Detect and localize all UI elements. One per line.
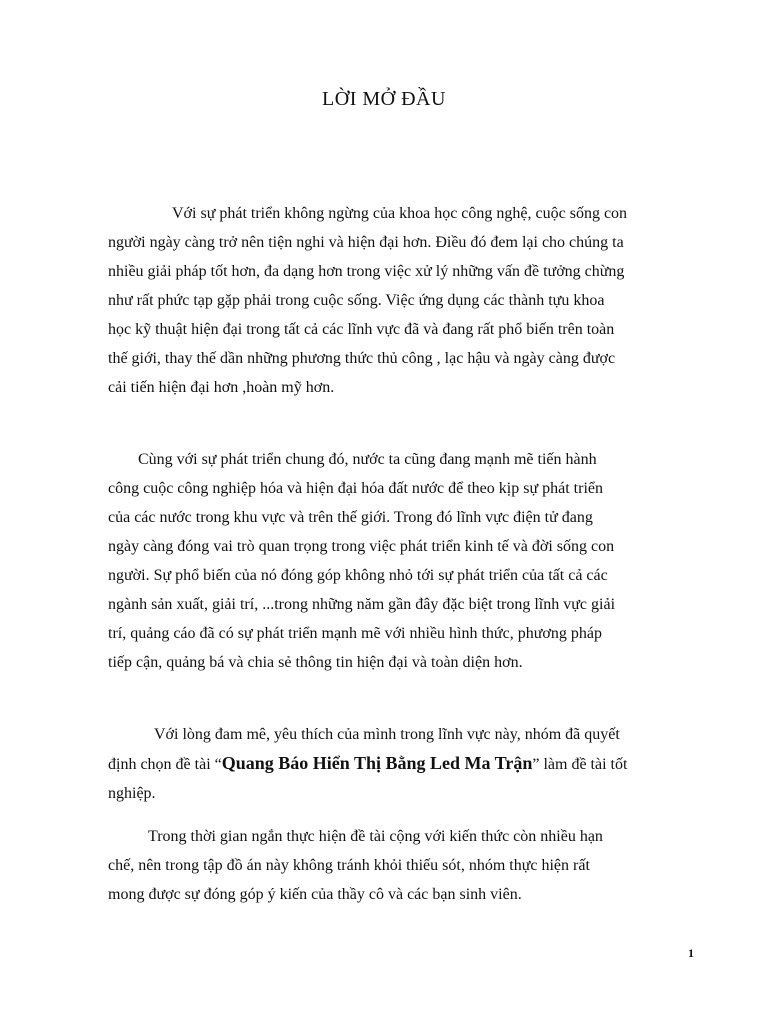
paragraph-line: chế, nên trong tập đồ án này không tránh khỏi thiếu sót, nhóm thực hiện rất (108, 857, 590, 874)
thesis-topic: Quang Báo Hiển Thị Bằng Led Ma Trận (221, 753, 533, 773)
paragraph-line: người ngày càng trở nên tiện nghi và hiện đại hơn. Điều đó đem lại cho chúng ta (108, 234, 624, 251)
paragraph-line (108, 749, 698, 779)
paragraph-line: thế giới, thay thế dần những phương thức thủ công , lạc hậu và ngày càng được (108, 350, 616, 367)
paragraph-line: ngành sản xuất, giải trí, ...trong những năm gần đây đặc biệt trong lĩnh vực giải (108, 596, 616, 613)
topic-lead-text: định chọn đề tài “ (108, 756, 222, 773)
paragraph-line: nghiệp. (108, 785, 156, 802)
page-number: 1 (688, 946, 694, 960)
paragraph-development (108, 445, 698, 677)
paragraph-line: của các nước trong khu vực và trên thế giới. Trong đó lĩnh vực điện tử đang (108, 509, 593, 526)
paragraph-line: học kỹ thuật hiện đại trong tất cả các lĩnh vực đã và đang rất phổ biến trên toàn (108, 321, 615, 338)
page-title: LỜI MỞ ĐẦU (322, 88, 446, 110)
paragraph-intro (108, 199, 698, 402)
topic-trail-text: ” làm đề tài tốt (532, 756, 628, 773)
paragraph-line: mong được sự đóng góp ý kiến của thầy cô và các bạn sinh viên. (108, 886, 522, 903)
paragraph-closing (108, 822, 698, 909)
paragraph-line: Với lòng đam mê, yêu thích của mình trong lĩnh vực này, nhóm đã quyết (154, 726, 620, 743)
paragraph-line: tiếp cận, quảng bá và chia sẻ thông tin hiện đại và toàn diện hơn. (108, 654, 523, 671)
paragraph-topic (108, 720, 698, 808)
paragraph-line: người. Sự phổ biến của nó đóng góp không nhỏ tới sự phát triển của tất cả các (108, 567, 608, 584)
paragraph-line: công cuộc công nghiệp hóa và hiện đại hóa đất nước để theo kịp sự phát triển (108, 480, 603, 497)
paragraph-line: như rất phức tạp gặp phải trong cuộc sống. Việc ứng dụng các thành tựu khoa (108, 292, 605, 309)
paragraph-line: Trong thời gian ngắn thực hiện đề tài cộng với kiến thức còn nhiều hạn (148, 828, 603, 845)
paragraph-line: Với sự phát triển không ngừng của khoa học công nghệ, cuộc sống con (172, 205, 628, 222)
paragraph-line: trí, quảng cáo đã có sự phát triển mạnh mẽ với nhiều hình thức, phương pháp (108, 625, 602, 642)
paragraph-line: cải tiến hiện đại hơn ,hoàn mỹ hơn. (108, 379, 335, 396)
paragraph-line: ngày càng đóng vai trò quan trọng trong việc phát triển kinh tế và đời sống con (108, 538, 615, 555)
paragraph-line: nhiều giải pháp tốt hơn, đa dạng hơn trong việc xử lý những vấn đề tưởng chừng (108, 263, 625, 280)
paragraph-line: Cùng với sự phát triển chung đó, nước ta cũng đang mạnh mẽ tiến hành (138, 451, 597, 468)
